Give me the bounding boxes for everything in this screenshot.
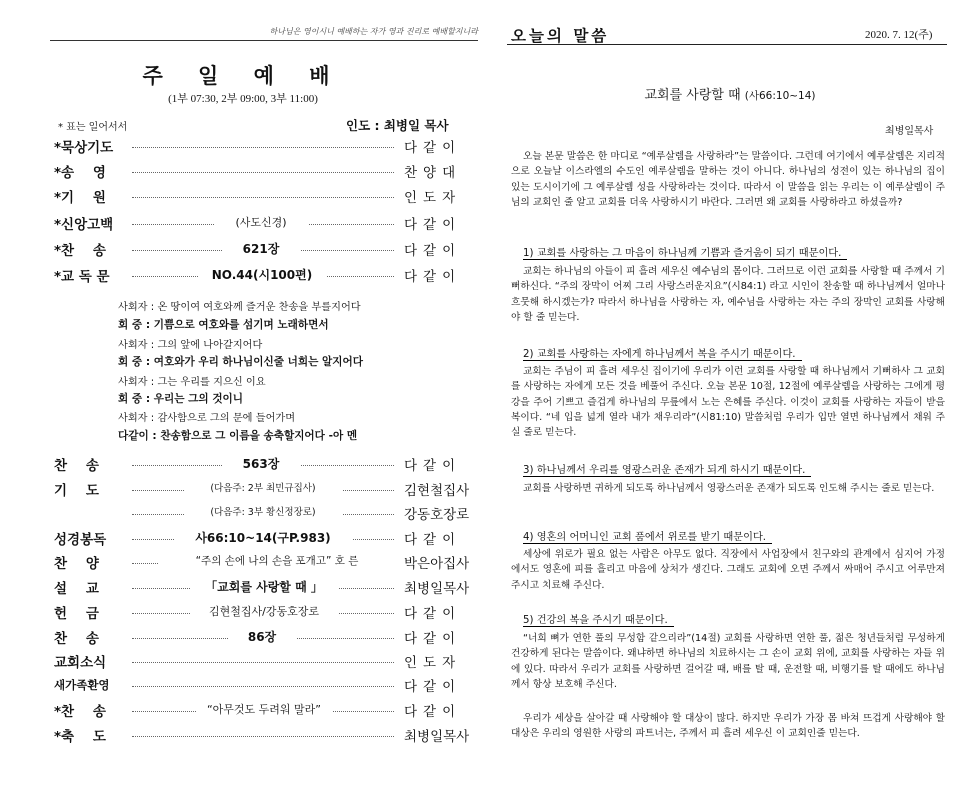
order-item-detail: 김현철집사/강동호장로 [190, 603, 338, 619]
order-item-name: 헌 금 [54, 606, 99, 622]
order-row [0, 136, 486, 160]
point-heading: 3) 하나님께서 우리를 영광스러운 존재가 되게 하시기 때문이다. [523, 461, 811, 477]
sermon-closing: 우리가 세상을 살아갈 때 사랑해야 할 대상이 많다. 하지만 우리가 가장 몸 바쳐 뜨겁게 사랑해야 할 대상은 우리의 영원한 사랑의 파트너는, 주께서 피 흘려 세우신 이 교회인줄 믿는다. [511, 713, 945, 740]
order-item-responsible: 다같이 [404, 532, 462, 548]
responsive-line: 사회자 : 감사함으로 그의 문에 들어가며 [118, 413, 296, 424]
order-row [0, 627, 486, 651]
order-item-responsible: 다같이 [404, 679, 462, 695]
order-item-name: 설 교 [54, 581, 99, 597]
order-row [0, 479, 486, 503]
order-row [0, 503, 486, 527]
section-heading: 오늘의 말씀 [511, 27, 610, 45]
bulletin-date: 2020. 7. 12(주) [865, 29, 933, 41]
order-row [0, 602, 486, 626]
reader-role: 다같이 [118, 430, 149, 442]
order-item-detail: 86장 [228, 628, 296, 645]
order-item-responsible: 찬양대 [404, 165, 462, 181]
point-body: “너희 뼈가 연한 풀의 무성함 같으리라”(14절) 교회를 사랑하면 연한 풀, 젊은 청년들처럼 무성하게 건강하게 된다는 말씀이다. 왜냐하면 하나님의 치료하시는 그 손이 교회 위에, 교회를 사랑하는 자들 위에 있다. 따라서 우리가 교회를 사랑하면 걸어갈 때, 배를 탈 때, 운전할 때, 비행기를 탈 때에도 하나님께서 항상 보호해 주신다. [511, 633, 945, 690]
order-item-responsible: 김현철집사 [404, 483, 470, 499]
order-row [0, 528, 486, 552]
point-body: 교회는 하나님의 아들이 피 흘려 세우신 예수님의 몸이다. 그러므로 이런 교회를 사랑할 때 주께서 기뻐하신다. “주의 장막이 어찌 그리 사랑스러운지요”(시84:1) 라고 시인이 찬송할 때 하나님께서 얼마나 흐뭇해 하시겠는가? 따라서 하나님을 사랑하는 자, 예수님을 사랑하는 자는 주의 장막인 교회를 사랑해야 할 줄 믿는다. [511, 266, 945, 323]
reader-role: 사회자 [118, 302, 148, 313]
stand-note: * 표는 일어서서 [58, 122, 128, 133]
order-item-responsible: 다같이 [404, 269, 462, 285]
order-item-name: *축 도 [54, 729, 106, 745]
order-item-name: 기 도 [54, 483, 99, 499]
sermon-page [487, 0, 973, 785]
reading-text: 찬송함으로 그 이름을 송축할지어다 -아 멘 [160, 430, 358, 442]
order-row [0, 552, 486, 576]
dotted-leader [132, 686, 394, 687]
service-leader: 인도 : 최병일 목사 [346, 118, 449, 133]
order-item-responsible: 다같이 [404, 243, 462, 259]
reader-role: 사회자 [118, 377, 148, 388]
order-item-responsible: 다같이 [404, 631, 462, 647]
responsive-line: 사회자 : 그는 우리를 지으신 이요 [118, 377, 266, 388]
point-body: 세상에 위로가 필요 없는 사람은 아무도 없다. 직장에서 사업장에서 친구와의 관계에서 심지어 가정에서도 영혼에 피를 흘리고 마음에 상처가 생긴다. 그래도 교회에 오면 주께서 싸매어 주시고 어루만져 주시고 치료해 주신다. [511, 549, 945, 591]
reader-role: 사회자 [118, 340, 148, 351]
order-item-name: *묵상기도 [54, 140, 114, 156]
order-item-responsible: 인도자 [404, 190, 462, 206]
reader-role: 사회자 [118, 413, 148, 424]
responsive-line: 사회자 : 온 땅이여 여호와께 즐거운 찬송을 부를지어다 [118, 302, 361, 313]
preacher-name: 최병일목사 [885, 126, 934, 137]
point-heading: 5) 건강의 복을 주시기 때문이다. [523, 611, 674, 627]
sermon-reference: (사66:10~14) [744, 90, 816, 102]
order-row [0, 651, 486, 675]
order-item-responsible: 인도자 [404, 655, 462, 671]
responsive-line: 회 중 : 기쁨으로 여호와를 섬기며 노래하면서 [118, 319, 329, 331]
point-heading: 1) 교회를 사랑하는 그 마음이 하나님께 기쁨과 즐거움이 되기 때문이다. [523, 244, 847, 260]
order-item-responsible: 다같이 [404, 140, 462, 156]
scripture-motto: 하나님은 영이시니 예배하는 자가 영과 진리로 예배할지니라 [50, 26, 478, 41]
dotted-leader [132, 172, 394, 173]
order-item-responsible: 박은아집사 [404, 556, 470, 572]
order-item-responsible: 다같이 [404, 217, 462, 233]
order-row [0, 725, 486, 749]
order-item-name: *교 독 문 [54, 269, 110, 285]
reader-role: 회 중 [118, 393, 143, 405]
order-row [0, 675, 486, 699]
order-row [0, 186, 486, 210]
order-item-name: 찬 송 [54, 458, 99, 474]
order-item-responsible: 다같이 [404, 458, 462, 474]
order-item-name: *송 영 [54, 165, 106, 181]
order-item-detail: NO.44(시100편) [198, 266, 326, 283]
responsive-line: 다같이 : 찬송함으로 그 이름을 송축할지어다 -아 멘 [118, 430, 358, 442]
order-item-detail: (다음주: 3부 황신정장로) [184, 504, 342, 518]
order-item-name: *기 원 [54, 190, 106, 206]
order-item-responsible: 다같이 [404, 704, 462, 720]
reader-role: 회 중 [118, 319, 143, 331]
point-body: 교회를 사랑하면 귀하게 되도록 하나님께서 영광스러운 존재가 되도록 인도해 주시는 줄로 믿는다. [523, 483, 935, 494]
order-item-detail: 621장 [222, 240, 300, 257]
sermon-title: 교회를 사랑할 때 [644, 88, 741, 103]
order-item-name: 성경봉독 [54, 532, 107, 548]
order-item-name: 찬 양 [54, 556, 99, 572]
responsive-line: 회 중 : 우리는 그의 것이니 [118, 393, 244, 405]
worship-order-page [0, 0, 486, 785]
order-item-name: *신앙고백 [54, 217, 114, 233]
header-divider [507, 44, 947, 45]
order-item-name: 교회소식 [54, 655, 107, 671]
dotted-leader [132, 197, 394, 198]
order-row [0, 577, 486, 601]
reading-text: 온 땅이여 여호와께 즐거운 찬송을 부를지어다 [157, 302, 361, 313]
order-row [0, 213, 486, 237]
reading-text: 여호와가 우리 하나님이신줄 너희는 알지어다 [153, 356, 363, 368]
order-item-detail: (다음주: 2부 최민규집사) [184, 480, 342, 494]
reading-text: 우리는 그의 것이니 [153, 393, 244, 405]
sermon-title-line [487, 84, 973, 103]
reading-text: 그의 앞에 나아갈지어다 [157, 340, 263, 351]
service-times: (1부 07:30, 2부 09:00, 3부 11:00) [168, 93, 318, 105]
order-item-responsible: 강동호장로 [404, 507, 470, 523]
order-item-name: 새가족환영 [54, 678, 110, 692]
order-row [0, 700, 486, 724]
order-item-detail: (사도신경) [214, 214, 308, 230]
order-item-name: *찬 송 [54, 243, 106, 259]
page-title: 주 일 예 배 [142, 63, 344, 88]
order-row [0, 161, 486, 185]
reading-text: 감사함으로 그의 문에 들어가며 [157, 413, 296, 424]
order-item-name: *찬 송 [54, 704, 106, 720]
reading-text: 그는 우리를 지으신 이요 [157, 377, 266, 388]
point-body: 교회는 주님이 피 흘려 세우신 집이기에 우리가 이런 교회를 사랑할 때 하나님께서 기뻐하사 그 교회를 사랑하는 자에게 모든 것을 베풀어 주신다. 오늘 본문 10절, 12절에 예루살렘을 사랑하는 그에게 평강을 주어 기쁘고 즐겁게 하나님의 무릎에서 노는 은혜를 주신다. 이것이 교회를 사랑하는 자들이 받을 복이다. “네 입을 넓게 열라 내가 채우리라”(시81:10) 말씀처럼 우리가 입만 열면 하나님께서 채워 주실 줄로 믿는다. [511, 366, 945, 439]
order-item-detail: “주의 손에 나의 손을 포개고” 호 른 [158, 553, 396, 568]
dotted-leader [132, 662, 394, 663]
order-item-responsible: 다같이 [404, 606, 462, 622]
order-item-detail: “아무것도 두려워 말라” [196, 701, 332, 717]
dotted-leader [132, 736, 394, 737]
dotted-leader [132, 147, 394, 148]
point-heading: 2) 교회를 사랑하는 자에게 하나님께서 복을 주시기 때문이다. [523, 345, 802, 361]
order-row [0, 265, 486, 289]
order-item-responsible: 최병일목사 [404, 581, 470, 597]
responsive-line: 회 중 : 여호와가 우리 하나님이신줄 너희는 알지어다 [118, 356, 363, 368]
order-row [0, 239, 486, 263]
order-item-name: 찬 송 [54, 631, 99, 647]
sermon-intro: 오늘 본문 말씀은 한 마디로 “예루살렘을 사랑하라”는 말씀이다. 그런데 여기에서 예루살렘은 지리적으로 오늘날 이스라엘의 수도인 예루살렘을 말하는 것이 아니다. 하나님의 성전이 있는 하나님의 집이 있는 도시이기에 그 예루살렘 성을 사랑하라는 것이다. 따라서 이 말씀을 읽는 우리는 이 예루살렘이 주님의 교회인 줄 알고 교회를 더욱 사랑하시기 바란다. 그러면 왜 교회를 사랑하라고 하셨을까? [511, 151, 945, 208]
reader-role: 회 중 [118, 356, 143, 368]
order-item-responsible: 최병일목사 [404, 729, 470, 745]
order-item-detail: 563장 [222, 455, 300, 472]
order-item-detail: 사66:10~14(구P.983) [174, 529, 352, 546]
point-heading: 4) 영혼의 어머니인 교회 품에서 위로를 받기 때문이다. [523, 528, 772, 544]
order-item-detail: 「교회를 사랑할 때 」 [190, 578, 338, 595]
responsive-line: 사회자 : 그의 앞에 나아갈지어다 [118, 340, 263, 351]
reading-text: 기쁨으로 여호와를 섬기며 노래하면서 [153, 319, 329, 331]
order-row [0, 454, 486, 478]
